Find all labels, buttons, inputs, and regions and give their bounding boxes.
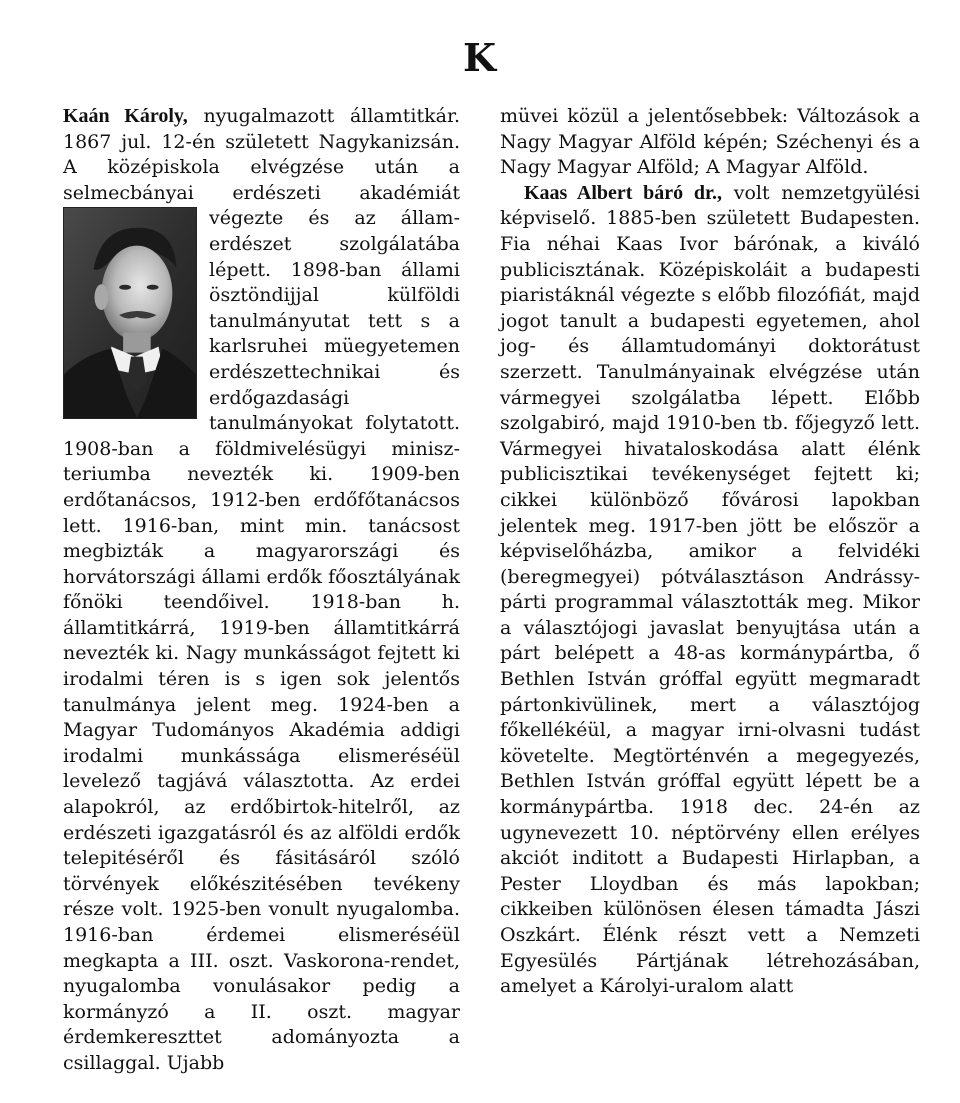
entry-kaan-karoly: [63, 104, 460, 1077]
entry-text-kaas-albert: volt nemzetgyülési képviselő. 1885-ben született Budapesten. Fia néhai Kaas Ivor bárónak, a kiváló publicisztának. Középiskoláit a budapesti piaristáknál végezte s előbb filozófiát, majd jogot tanult a budapesti egyetemen, ahol jog- és államtudományi doktorátust szerzett. Tanulmányainak elvégzése után vármegyei szolgálatba lépett. Előbb szolgabiró, majd 1910-ben tb. főjegyző lett. Vármegyei hivataloskodása alatt élénk publicisztikai tevékenységet fejtett ki; cikkei különböző fővárosi lapokban jelentek meg. 1917-ben jött be először a képviselőházba, amikor a felvidéki (beregmegyei) pótválasztáson Andrássy-párti programmal választották meg. Mikor a választójogi javaslat benyujtása után a párt belépett a 48-as kormánypártba, ő Bethlen István gróffal együtt megmaradt pártonkivülinek, mert a választójog főkellékéül, a magyar irni-olvasni tudást követelte. Megtörténvén a megegyezés, Bethlen István gróffal együtt lépett be a kormánypártba. 1918 dec. 24-én az ugynevezett 10. néptörvény ellen erélyes akciót inditott a Budapesti Hirlapban, a Pester Lloydban és más lapokban; cikkeiben különösen élesen támadta Jászi Oszkárt. Élénk részt vett a Nemzeti Egyesülés Pártjának létrehozásában, amelyet a Károlyi-uralom alatt: [500, 181, 921, 998]
continuation-kaan-works: müvei közül a jelentősebbek: Változások a Nagy Magyar Alföld képén; Széchenyi és a Nagy Magyar Alföld; A Magyar Alföld.: [500, 105, 920, 179]
entry-text-part-2: és az állam-erdészet szolgálatába lépett. 1898-ban állami ösztöndijjal külföldi tanulmányutat tett s a karlsruhei müegyetemen erdészettechnikai és erdőgazdasági tanulmányokat folytatott. 1908-ban a földmivelésügyi minisz-teriumba nevezték ki. 1909-ben erdőtanácsos, 1912-ben erdőfőtanácsos lett. 1916-ban, mint min. tanácsost megbizták a magyarországi és horvátországi állami erdők főosztályának főnöki teendőivel. 1918-ban h. államtitkárrá, 1919-ben államtitkárrá nevezték ki. Nagy munkásságot fejtett ki irodalmi téren is s igen sok jelentős tanulmánya jelent meg. 1924-ben a Magyar Tudományos Akadémia addigi irodalmi munkássága elismeréséül levelező tagjává választotta. Az erdei alapokról, az erdőbirtok-hitelről, az erdészeti igazgatásról és az alföldi erdők telepitéséről és fásitásáról szóló törvények előkészitésében tevékeny része volt. 1925-ben vonult nyugalomba. 1916-ban érdemei elismeréséül megkapta a III. oszt. Vaskorona-rendet, nyugalomba vonulásakor pedig a kormányzó a II. oszt. magyar érdemkereszttet adományozta a csillaggal. Ujabb: [63, 207, 460, 1074]
portrait-photo: [63, 207, 197, 419]
section-letter-heading: K: [462, 35, 498, 80]
entry-text-part-1: nyugalmazott államtitkár. 1867 jul. 12-én született Nagykanizsán. A középiskola elvégzése után a selmecbányai erdészeti akadémiát végezte: [63, 105, 460, 230]
left-column: [63, 104, 460, 1077]
right-column: [500, 104, 920, 1000]
portrait-photo-icon: [64, 208, 196, 418]
entry-name-kaas-albert: Kaas Albert báró dr.,: [524, 181, 722, 204]
entry-kaas-albert: [500, 181, 920, 1000]
entry-name-kaan-karoly: Kaán Károly,: [63, 105, 188, 127]
